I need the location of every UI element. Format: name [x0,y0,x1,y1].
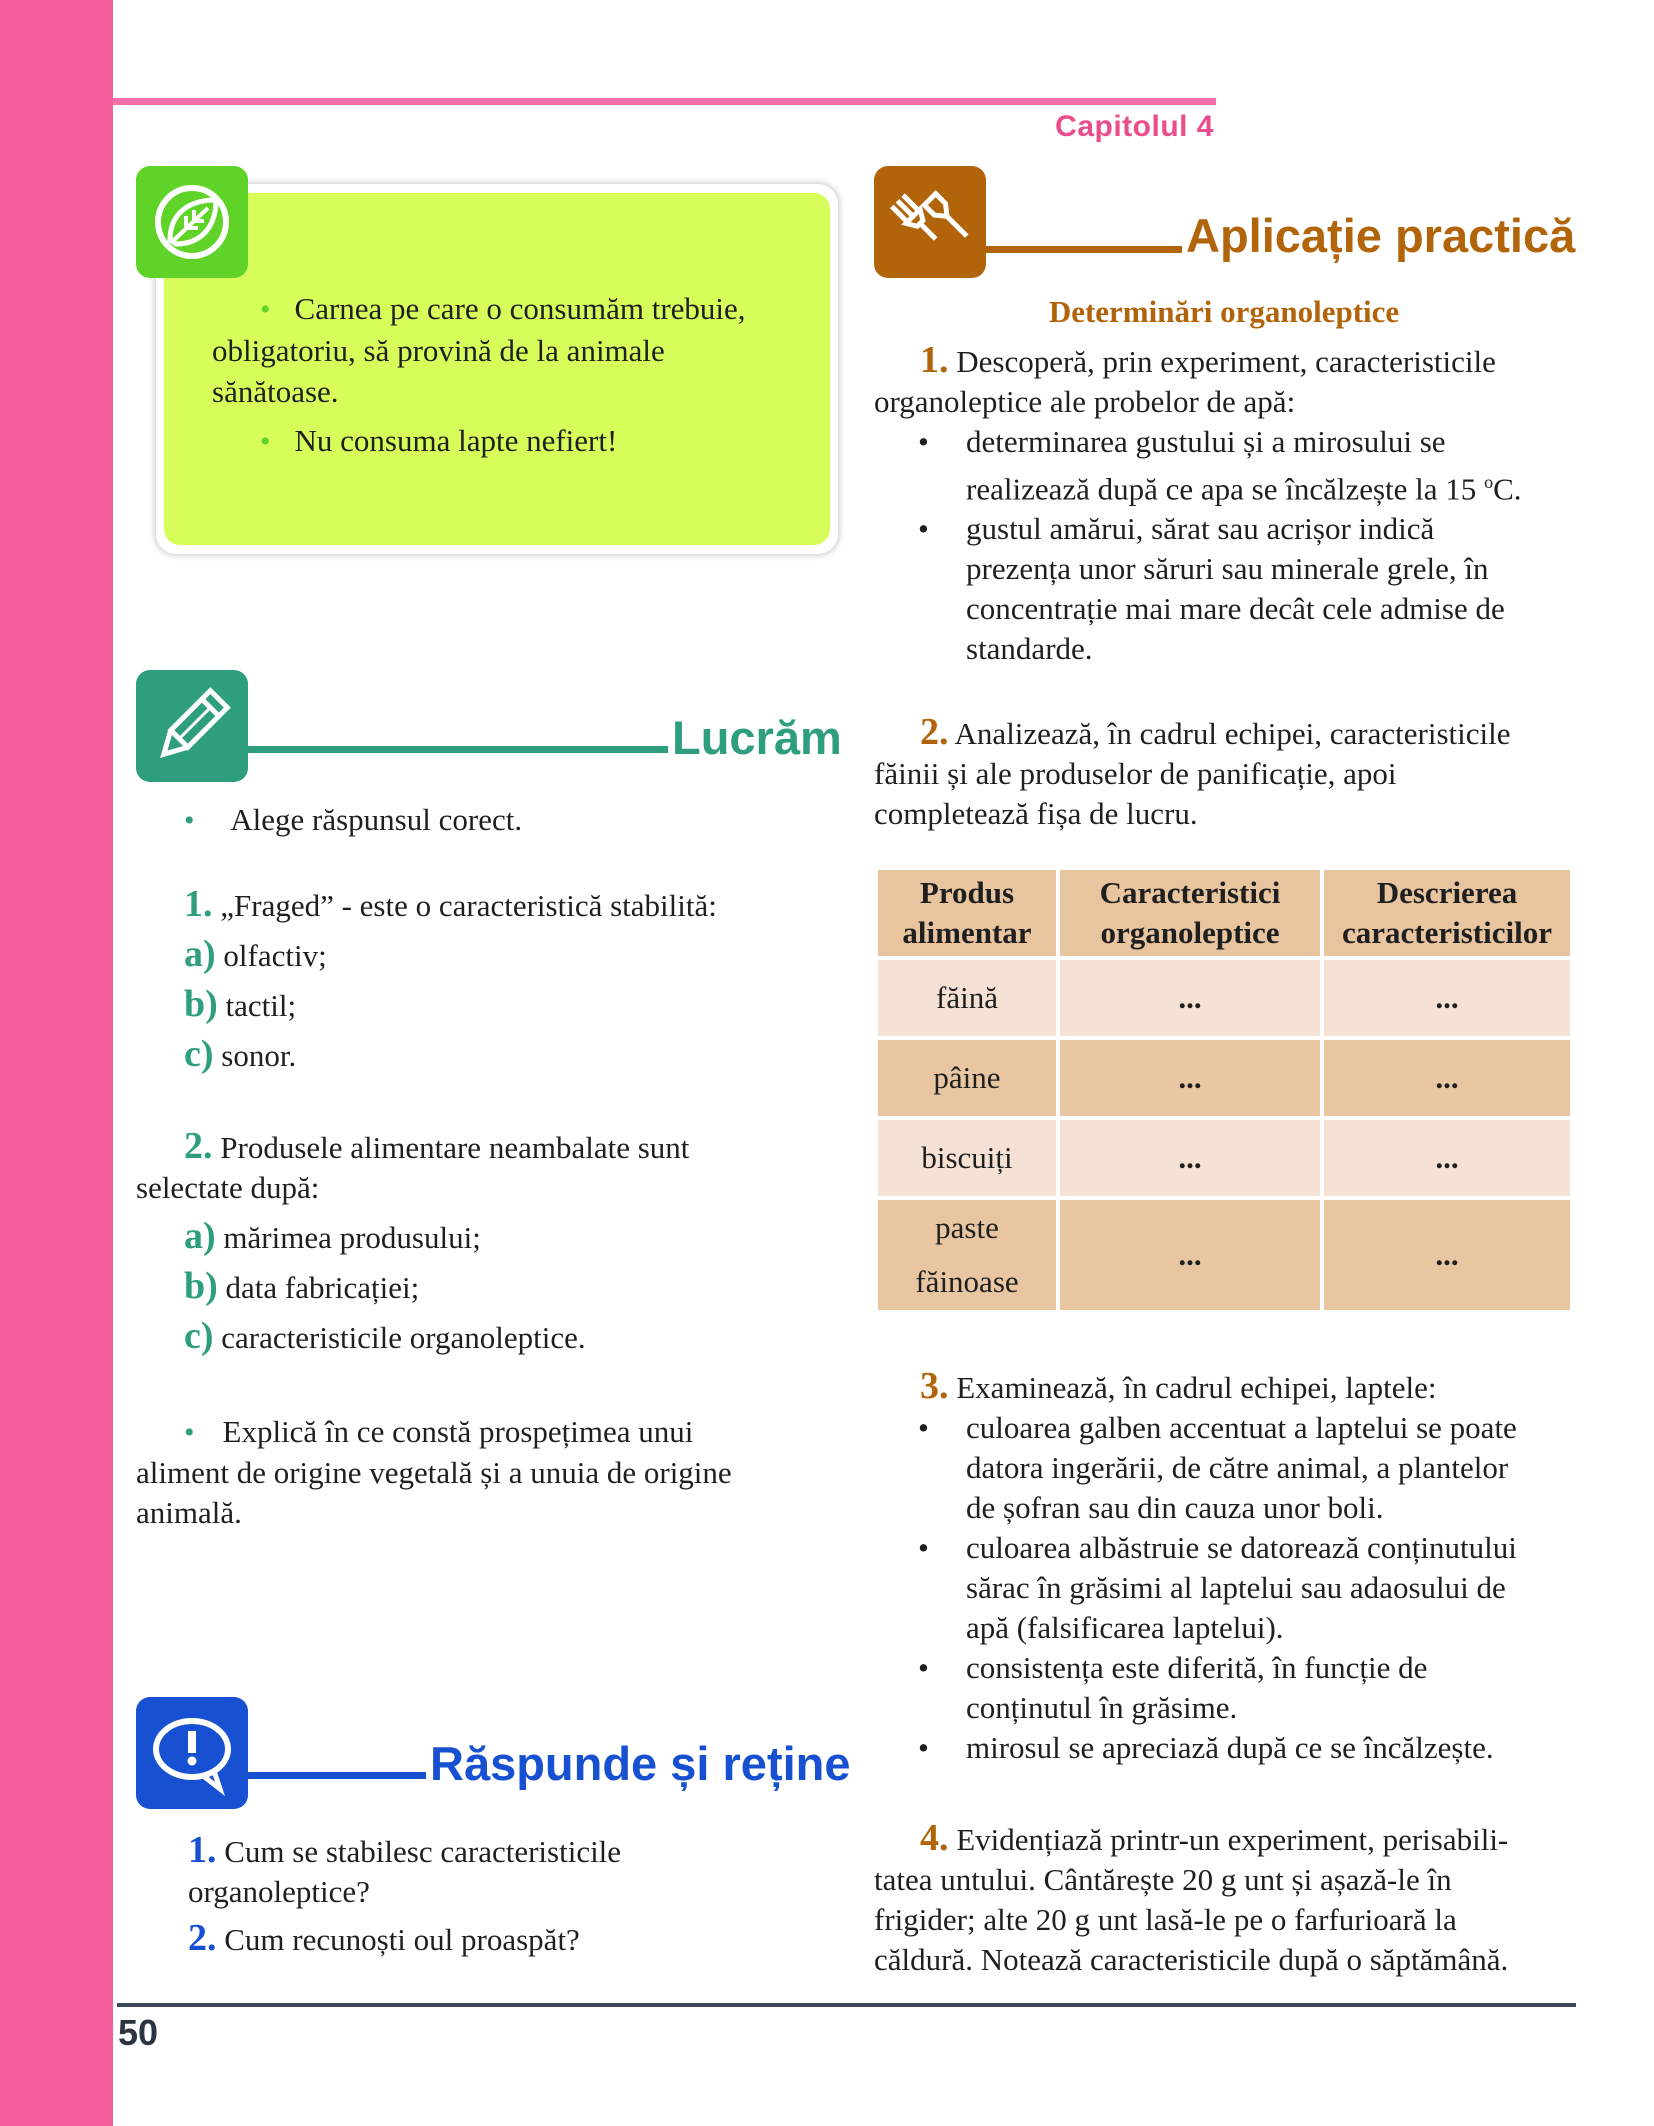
list-item [874,509,1594,669]
column-header: Produs alimentar [878,870,1056,956]
speech-exclamation-icon [136,1697,248,1809]
bullet: • [260,425,271,458]
option-text: mărimea produsului; [223,1220,481,1255]
bottom-rule [117,2003,1576,2007]
top-rule [113,98,1216,105]
blank-cell: ... [1324,1040,1570,1116]
instruction-text: Alege răspunsul corect. [230,802,523,837]
task-text: tatea untului. Cântărește 20 g unt și așază-le în [874,1862,1452,1897]
question-number: 1. [188,1829,217,1871]
blank-cell: ... [1060,1040,1320,1116]
product-cell: pâine [878,1040,1056,1116]
blank-cell: ... [1060,1120,1320,1196]
blank-cell: ... [1324,960,1570,1036]
instruction [184,800,522,841]
question-text: Cum recunoști oul proaspăt? [224,1922,580,1957]
section-title-aplicatie: Aplicație practică [1186,209,1576,262]
task-3 [874,1366,1594,1768]
item-text: • gustul amărui, sărat sau acrișor indică [966,511,1435,547]
table-row [878,960,1570,1036]
list-item: • culoarea albăstruie se datorează conținutului sărac în grăsimi al laptelui sau adaosului de apă (falsificarea laptelui). [874,1528,1594,1648]
table-row [878,1200,1570,1310]
task-number: 2. [920,711,949,753]
note-line: Nu consuma lapte nefiert! [294,423,618,458]
list-item: • mirosul se apreciază după ce se încălzește. [874,1728,1594,1768]
task-number: 3. [920,1365,949,1407]
blank-cell: ... [1060,1200,1320,1310]
column-header: Caracteristici organoleptice [1060,870,1320,956]
note-line: sănătoase. [212,374,339,409]
leaf-icon [136,166,248,278]
pencil-icon [136,670,248,782]
product-cell: făină [878,960,1056,1036]
task-text: Descoperă, prin experiment, caracteristicile [956,344,1496,379]
question-number: 1. [184,883,213,925]
option-text: sonor. [221,1038,297,1073]
table-row [878,1120,1570,1196]
task-2 [874,712,1594,834]
worksheet-table [874,866,1574,1314]
task-4 [874,1818,1594,1980]
question-number: 2. [188,1917,217,1959]
question-number: 2. [184,1125,213,1167]
question-1 [184,884,824,1076]
task-number: 4. [920,1817,949,1859]
page-number: 50 [118,2012,159,2053]
review-questions [188,1830,828,1960]
section-rule [248,746,668,753]
option-letter: b) [184,983,218,1025]
list-item: • consistența este diferită, în funcție de conținutul în grăsime. [874,1648,1594,1728]
product-cell: paste făinoase [878,1200,1056,1310]
item-text: prezența unor săruri sau minerale grele, în [966,551,1489,587]
task-text: căldură. Notează caracteristicile după o săptămână. [874,1942,1509,1977]
option-text: caracteristicile organoleptice. [221,1320,586,1355]
question-text: organoleptice? [188,1874,370,1909]
question-text: Produsele alimentare neambalate sunt [220,1130,690,1165]
table-row [878,1040,1570,1116]
product-cell: biscuiți [878,1120,1056,1196]
option-letter: a) [184,933,216,975]
task-number: 1. [920,339,949,381]
task-text: Analizează, în cadrul echipei, caracteristicile [954,716,1511,751]
bullet: • [184,1416,195,1449]
question-2 [136,1126,836,1358]
task-text: completează fișa de lucru. [874,796,1198,831]
option-letter: a) [184,1215,216,1257]
task-1 [874,340,1594,669]
task-text: Examinează, în cadrul echipei, laptele: [956,1370,1437,1405]
item-text: standarde. [966,631,1093,667]
note-line: Carnea pe care o consumăm trebuie, [294,291,746,326]
bullet: • [260,293,271,326]
blank-cell: ... [1324,1120,1570,1196]
item-text: • determinarea gustului și a mirosului se [966,424,1446,459]
task-text: organoleptice ale probelor de apă: [874,384,1296,419]
column-header: Descrierea caracteristicilor [1324,870,1570,956]
section-title-raspunde: Răspunde și reține [430,1737,851,1790]
bullet: • [184,804,195,837]
option-text: data fabricației; [225,1270,420,1305]
list-item: • culoarea galben accentuat a laptelui se poate datora ingerării, de către animal, a plantelor de șofran sau din cauza unor boli. [874,1408,1594,1528]
table-header-row [878,870,1570,956]
question-text: Cum se stabilesc caracteristicile [224,1834,622,1869]
blank-cell: ... [1324,1200,1570,1310]
option-letter: c) [184,1033,214,1075]
option-letter: c) [184,1315,214,1357]
item-text: C. [1493,471,1522,507]
question-text: selectate după: [136,1170,320,1205]
side-band [0,0,113,2126]
task-text: făinii și ale produselor de panificație, apoi [874,756,1397,791]
note-content [212,288,812,462]
chapter-label: Capitolul 4 [1055,110,1214,143]
explain-task [136,1412,836,1533]
explain-text: aliment de origine vegetală și a unuia de origine [136,1455,732,1490]
option-letter: b) [184,1265,218,1307]
note-line: obligatoriu, să provină de la animale [212,333,665,368]
task-text: frigider; alte 20 g unt lasă-le pe o farfurioară la [874,1902,1457,1937]
degree-sup: o [1484,472,1494,492]
option-text: tactil; [225,988,297,1023]
task-text: Evidențiază printr-un experiment, perisabili- [956,1822,1509,1857]
section-title-lucram: Lucrăm [672,711,842,764]
fork-shovel-icon [874,166,986,278]
explain-text: animală. [136,1495,242,1530]
explain-text: Explică în ce constă prospețimea unui [222,1414,694,1449]
list-item [874,422,1594,509]
question-text: „Fraged” - este o caracteristică stabilită: [220,888,717,923]
item-text: concentrație mai mare decât cele admise de [966,591,1505,627]
option-text: olfactiv; [223,938,327,973]
item-text: realizează după ce apa se încălzește la 15 [966,471,1477,507]
section-rule [986,246,1182,253]
practice-subtitle: Determinări organoleptice [1048,294,1400,329]
blank-cell: ... [1060,960,1320,1036]
section-rule [248,1772,426,1779]
